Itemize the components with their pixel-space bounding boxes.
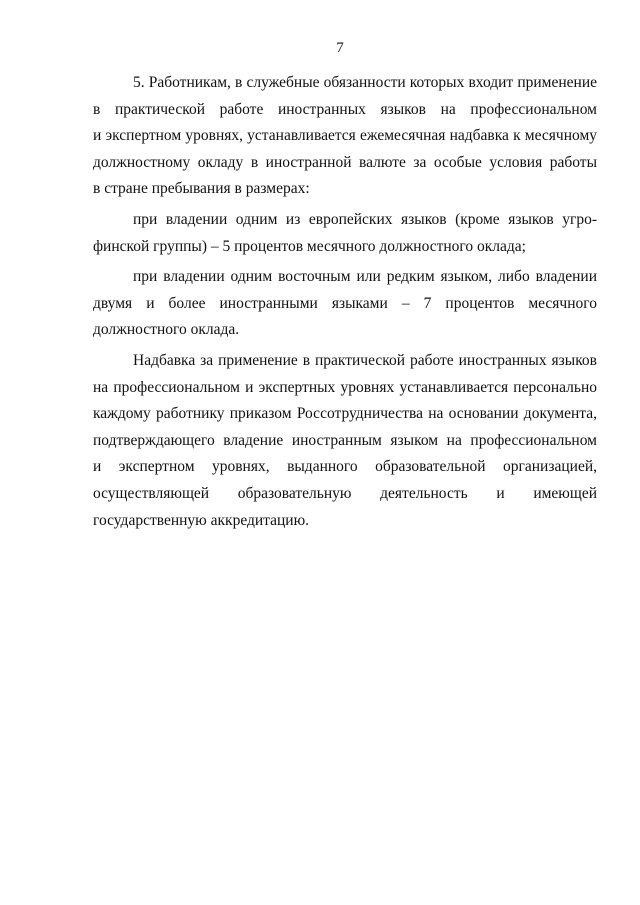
text-line: должностного оклада.: [93, 321, 240, 339]
text-line: и экспертном уровнях, выданного образовательной организацией,: [93, 458, 597, 476]
text-line: осуществляющей образовательную деятельность и имеющей: [93, 484, 597, 502]
text-line: в стране пребывания в размерах:: [93, 180, 310, 198]
text-line: при владении одним восточным или редким языком, либо владении: [133, 268, 597, 286]
paragraph-2: [93, 207, 597, 260]
text-line: двумя и более иностранными языками – 7 процентов месячного: [93, 294, 597, 312]
document-body: [93, 70, 597, 534]
text-line: на профессиональном и экспертных уровнях устанавливается персонально: [93, 378, 597, 396]
paragraph-4: [93, 348, 597, 534]
text-line: каждому работнику приказом Россотрудничества на основании документа,: [93, 405, 597, 423]
page-number: 7: [336, 40, 344, 56]
text-line: и экспертном уровнях, устанавливается ежемесячная надбавка к месячному: [93, 127, 597, 145]
text-line: Надбавка за применение в практической работе иностранных языков: [133, 351, 597, 369]
text-line: 5. Работникам, в служебные обязанности которых входит применение: [133, 74, 597, 91]
text-line: в практической работе иностранных языков на профессиональном: [93, 100, 597, 118]
paragraph-3: [93, 264, 597, 344]
text-line: должностному окладу в иностранной валюте за особые условия работы: [93, 153, 597, 171]
text-line: государственную аккредитацию.: [93, 511, 310, 529]
text-line: при владении одним из европейских языков (кроме языков угро-: [133, 210, 597, 228]
text-line: финской группы) – 5 процентов месячного должностного оклада;: [93, 237, 526, 255]
text-line: подтверждающего владение иностранным языком на профессиональном: [93, 431, 597, 449]
paragraph-1: [93, 70, 597, 203]
